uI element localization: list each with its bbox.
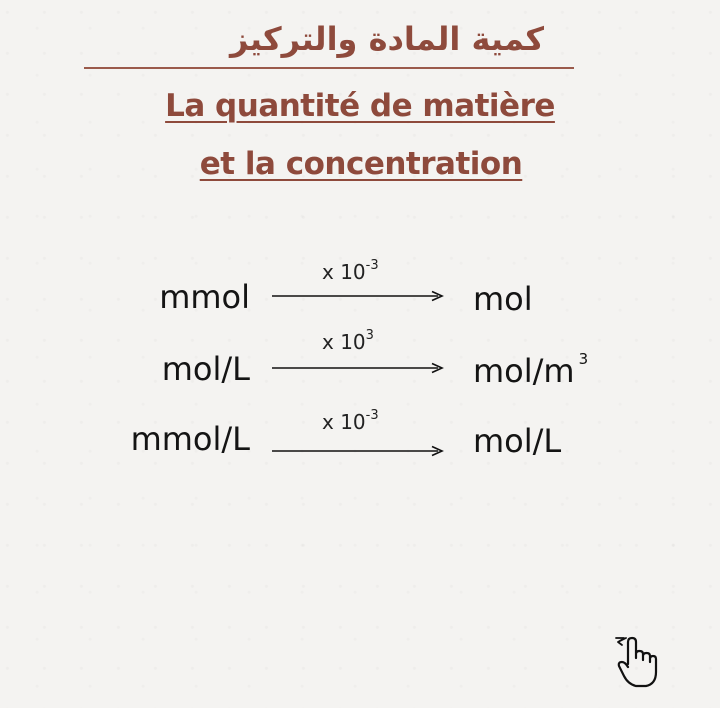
conversion-row-mmol-to-mol — [0, 250, 720, 320]
factor-exponent: -3 — [365, 258, 379, 273]
unit-to-base: mol/L — [473, 422, 562, 460]
french-title-line2-text: et la concentration — [199, 146, 523, 182]
unit-from: mmol — [159, 278, 250, 316]
unit-to — [473, 350, 588, 390]
factor-base: x 10 — [322, 410, 366, 434]
unit-to — [473, 278, 537, 318]
unit-to-base: mol/m — [473, 352, 575, 390]
arrow-right-icon — [272, 362, 444, 374]
arabic-title-underline — [84, 67, 574, 69]
factor-base: x 10 — [322, 260, 366, 284]
conversion-row-molL-to-molm3 — [0, 320, 720, 390]
conversion-factor — [322, 408, 379, 434]
unit-to-base: mol — [473, 280, 533, 318]
pointing-hand-icon — [614, 634, 660, 690]
french-title-line1 — [0, 88, 720, 124]
conversion-row-mmolL-to-molL — [0, 398, 720, 468]
factor-exponent: -3 — [365, 408, 379, 423]
unit-to-exponent: 3 — [578, 350, 589, 368]
arabic-title — [80, 20, 680, 58]
unit-from: mol/L — [161, 350, 250, 388]
factor-base: x 10 — [322, 330, 366, 354]
conversion-factor — [322, 328, 374, 354]
french-title-line2 — [0, 146, 720, 182]
arrow-right-icon — [272, 445, 444, 457]
unit-from: mmol/L — [130, 420, 250, 458]
french-title-line1-text: La quantité de matière — [165, 88, 555, 124]
arrow-right-icon — [272, 290, 444, 302]
arabic-title-text: كمية المادة والتركيز — [230, 20, 544, 58]
conversion-factor — [322, 258, 379, 284]
factor-exponent: 3 — [365, 328, 374, 343]
unit-to — [473, 420, 565, 460]
